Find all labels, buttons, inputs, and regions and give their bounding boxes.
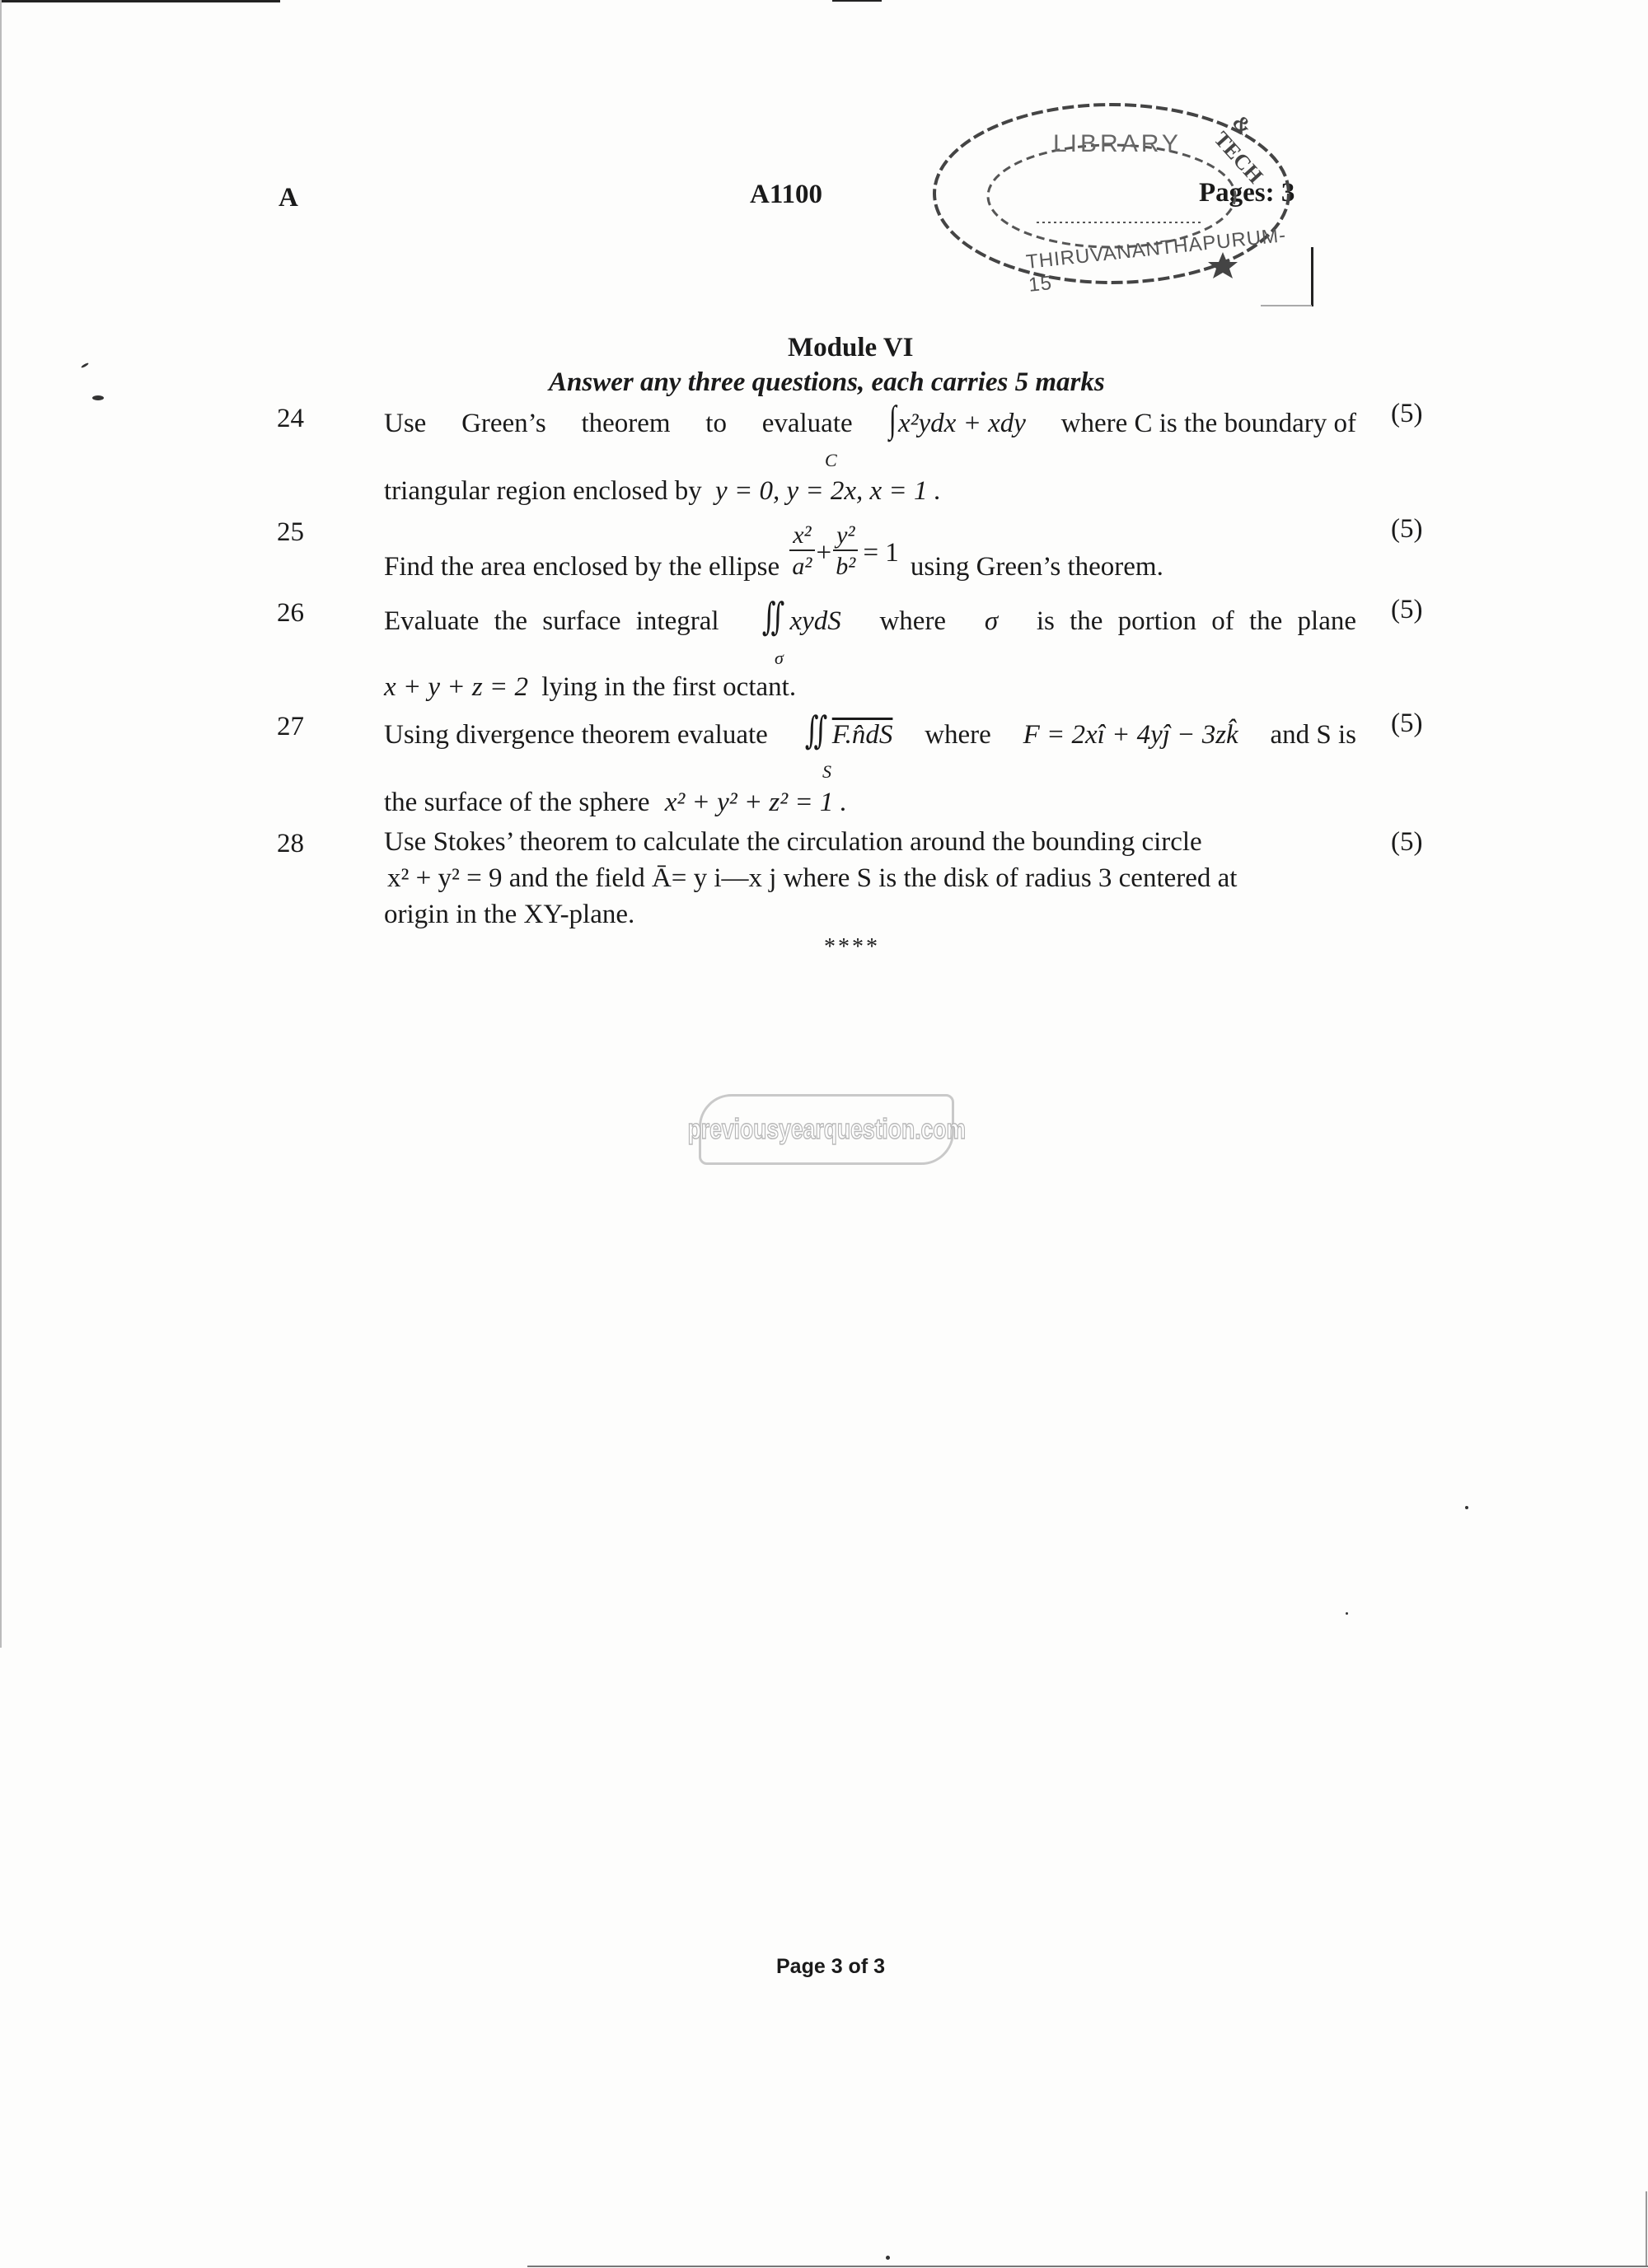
speck bbox=[1346, 1612, 1348, 1615]
q27-text-2: the surface of the sphere bbox=[384, 788, 650, 817]
integral-symbol: ∫ bbox=[889, 398, 897, 440]
scan-edge-left bbox=[0, 0, 2, 1648]
scan-edge-bottom bbox=[527, 2266, 1648, 2267]
q26-integrand: xydS bbox=[789, 606, 841, 636]
stamp-top-text: LIBRARY bbox=[1053, 130, 1182, 157]
q27-text: Using divergence theorem evaluate bbox=[384, 720, 768, 750]
library-stamp bbox=[929, 99, 1294, 297]
module-title: Module VI bbox=[788, 333, 914, 362]
q27-tail: and S is bbox=[1270, 720, 1356, 750]
end-mark: **** bbox=[824, 934, 880, 960]
q24-word: Use bbox=[384, 409, 427, 438]
q24-integrand: x²ydx + xdy bbox=[897, 409, 1026, 438]
stamp-side-text: & TECH bbox=[1209, 110, 1268, 189]
question-number: 25 bbox=[277, 517, 304, 547]
q24-word: to bbox=[705, 409, 727, 438]
q27-field: F = 2xî + 4yĵ − 3zk̂ bbox=[1023, 720, 1238, 750]
double-integral-symbol: ∬ bbox=[762, 596, 785, 638]
q24-word: Green’s bbox=[461, 409, 546, 438]
q24-word: theorem bbox=[581, 409, 671, 438]
question-marks: (5) bbox=[1391, 595, 1423, 624]
question-marks: (5) bbox=[1391, 827, 1423, 857]
q27-integrand: F.n̂dS bbox=[831, 720, 893, 750]
question-27-line-1 bbox=[384, 709, 1356, 751]
question-28-line-1: Use Stokes’ theorem to calculate the circulation around the bounding circle bbox=[384, 827, 1202, 857]
stamp-bracket bbox=[1311, 247, 1313, 306]
q24-word: evaluate bbox=[761, 409, 853, 438]
fraction-x: $\frac{\text{x²}}{\text{a²}}$ bbox=[789, 523, 814, 579]
integral-subscript: σ bbox=[775, 648, 784, 668]
q24-math: y = 0, y = 2x, x = 1 . bbox=[715, 476, 941, 506]
series-label: A bbox=[279, 183, 298, 213]
integral-subscript: C bbox=[825, 450, 837, 470]
integral-subscript: S bbox=[822, 761, 831, 782]
pages-label: Pages: 3 bbox=[1199, 178, 1295, 208]
question-27-line-2 bbox=[384, 788, 847, 818]
q26-text: Evaluate the surface integral bbox=[384, 606, 719, 636]
q26-tail-2: lying in the first octant. bbox=[541, 672, 797, 702]
question-marks: (5) bbox=[1391, 708, 1423, 738]
fraction-y: $\frac{\text{y²}}{\text{b²}}$ bbox=[833, 523, 858, 579]
q26-where: where bbox=[879, 606, 947, 636]
question-number: 26 bbox=[277, 598, 304, 628]
q26-tail: is the portion of the plane bbox=[1036, 606, 1356, 636]
question-24-line-1 bbox=[384, 400, 1356, 439]
question-26-line-1 bbox=[384, 598, 1356, 637]
question-number: 27 bbox=[277, 712, 304, 741]
q24-tail: where C is the boundary of bbox=[1060, 409, 1356, 438]
plus-sign: + bbox=[816, 538, 832, 568]
scan-edge-top-mid bbox=[832, 0, 882, 2]
q24-integral bbox=[887, 400, 1026, 439]
q26-sigma: σ bbox=[984, 606, 999, 636]
q27-integral bbox=[800, 709, 893, 751]
scan-edge-top-left bbox=[0, 0, 280, 2]
question-number: 28 bbox=[277, 829, 304, 858]
question-marks: (5) bbox=[1391, 514, 1423, 544]
question-28-line-2: x² + y² = 9 and the field Ā= y i—x j where S is the disk of radius 3 centered at bbox=[387, 863, 1238, 893]
double-integral-symbol: ∬ bbox=[804, 709, 827, 751]
speck bbox=[92, 395, 104, 400]
watermark-text: previousyearquestion.com bbox=[687, 1113, 966, 1145]
q26-integral bbox=[757, 598, 840, 637]
question-number: 24 bbox=[277, 404, 304, 433]
paper-code: A1100 bbox=[750, 180, 823, 209]
speck bbox=[886, 2256, 890, 2260]
q27-sphere: x² + y² + z² = 1 . bbox=[664, 788, 847, 817]
speck bbox=[81, 362, 89, 369]
q25-eq: = 1 bbox=[863, 538, 899, 568]
scan-edge-right bbox=[1646, 2191, 1647, 2266]
stamp-bottom-text: THIRUVANANTHAPURUM-15 bbox=[1024, 223, 1288, 297]
q27-where: where bbox=[925, 720, 991, 750]
question-28-line-3: origin in the XY-plane. bbox=[384, 900, 635, 929]
question-24-line-2 bbox=[384, 476, 941, 507]
question-marks: (5) bbox=[1391, 399, 1423, 428]
speck bbox=[1465, 1506, 1468, 1509]
watermark bbox=[687, 1094, 966, 1165]
module-instruction: Answer any three questions, each carries 5 marks bbox=[549, 367, 1105, 397]
q25-tail: using Green’s theorem. bbox=[910, 552, 1163, 582]
question-26-line-2 bbox=[384, 672, 796, 703]
stamp-bracket-dots bbox=[1261, 305, 1312, 306]
question-25-line-1 bbox=[384, 519, 1163, 582]
q25-text: Find the area enclosed by the ellipse bbox=[384, 552, 780, 582]
q24-text: triangular region enclosed by bbox=[384, 476, 702, 506]
q26-plane: x + y + z = 2 bbox=[384, 672, 528, 702]
page-footer: Page 3 of 3 bbox=[776, 1955, 885, 1978]
